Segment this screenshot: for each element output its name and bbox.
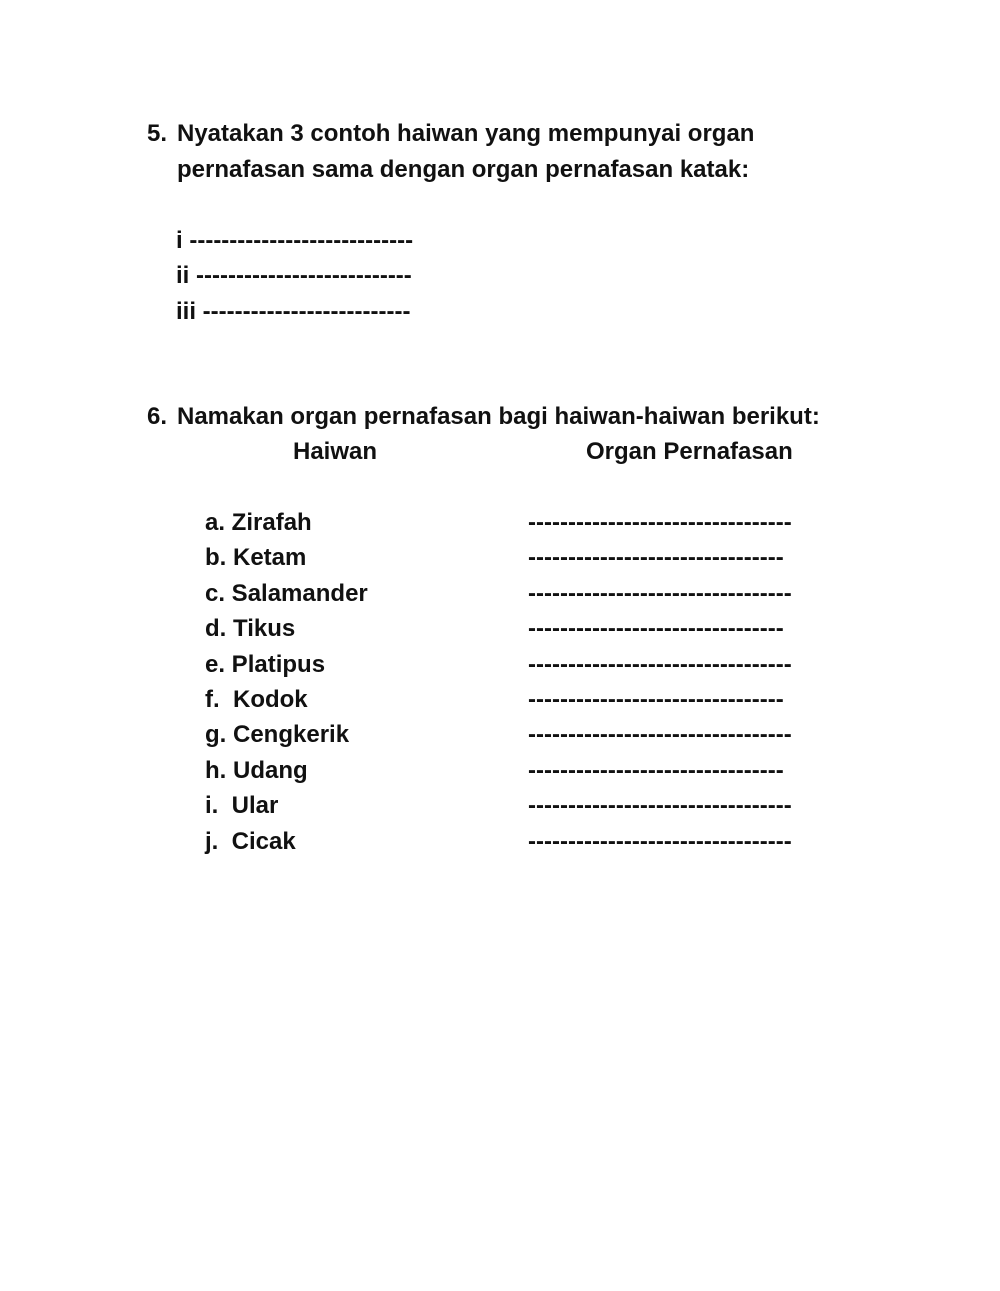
animal-label: g. Cengkerik <box>205 721 350 748</box>
animal-label: a. Zirafah <box>205 509 312 536</box>
question-6-text: Namakan organ pernafasan bagi haiwan-haiwan berikut: <box>177 403 820 430</box>
organ-answer-blank[interactable]: --------------------------------- <box>528 828 792 855</box>
answer-blank-i[interactable]: i ---------------------------- <box>176 227 414 254</box>
organ-answer-blank[interactable]: -------------------------------- <box>528 615 784 642</box>
animal-label: j. Cicak <box>205 828 296 855</box>
column-header-haiwan: Haiwan <box>293 438 378 465</box>
answer-blank-iii[interactable]: iii -------------------------- <box>176 298 411 325</box>
animal-label: i. Ular <box>205 792 279 819</box>
animal-label: d. Tikus <box>205 615 296 642</box>
animal-label: c. Salamander <box>205 580 368 607</box>
organ-answer-blank[interactable]: -------------------------------- <box>528 686 784 713</box>
answer-blank-ii[interactable]: ii --------------------------- <box>176 262 412 289</box>
organ-answer-blank[interactable]: --------------------------------- <box>528 651 792 678</box>
organ-answer-blank[interactable]: -------------------------------- <box>528 544 784 571</box>
question-5-text-line-2: pernafasan sama dengan organ pernafasan katak: <box>177 156 750 183</box>
column-header-organ-pernafasan: Organ Pernafasan <box>586 438 793 465</box>
organ-answer-blank[interactable]: --------------------------------- <box>528 509 792 536</box>
question-6-number: 6. <box>147 403 168 430</box>
animal-label: h. Udang <box>205 757 308 784</box>
question-5-text-line-1: Nyatakan 3 contoh haiwan yang mempunyai organ <box>177 120 755 147</box>
animal-label: e. Platipus <box>205 651 326 678</box>
animal-label: b. Ketam <box>205 544 307 571</box>
organ-answer-blank[interactable]: --------------------------------- <box>528 580 792 607</box>
question-5-number: 5. <box>147 120 168 147</box>
animal-label: f. Kodok <box>205 686 308 713</box>
organ-answer-blank[interactable]: -------------------------------- <box>528 757 784 784</box>
organ-answer-blank[interactable]: --------------------------------- <box>528 792 792 819</box>
organ-answer-blank[interactable]: --------------------------------- <box>528 721 792 748</box>
